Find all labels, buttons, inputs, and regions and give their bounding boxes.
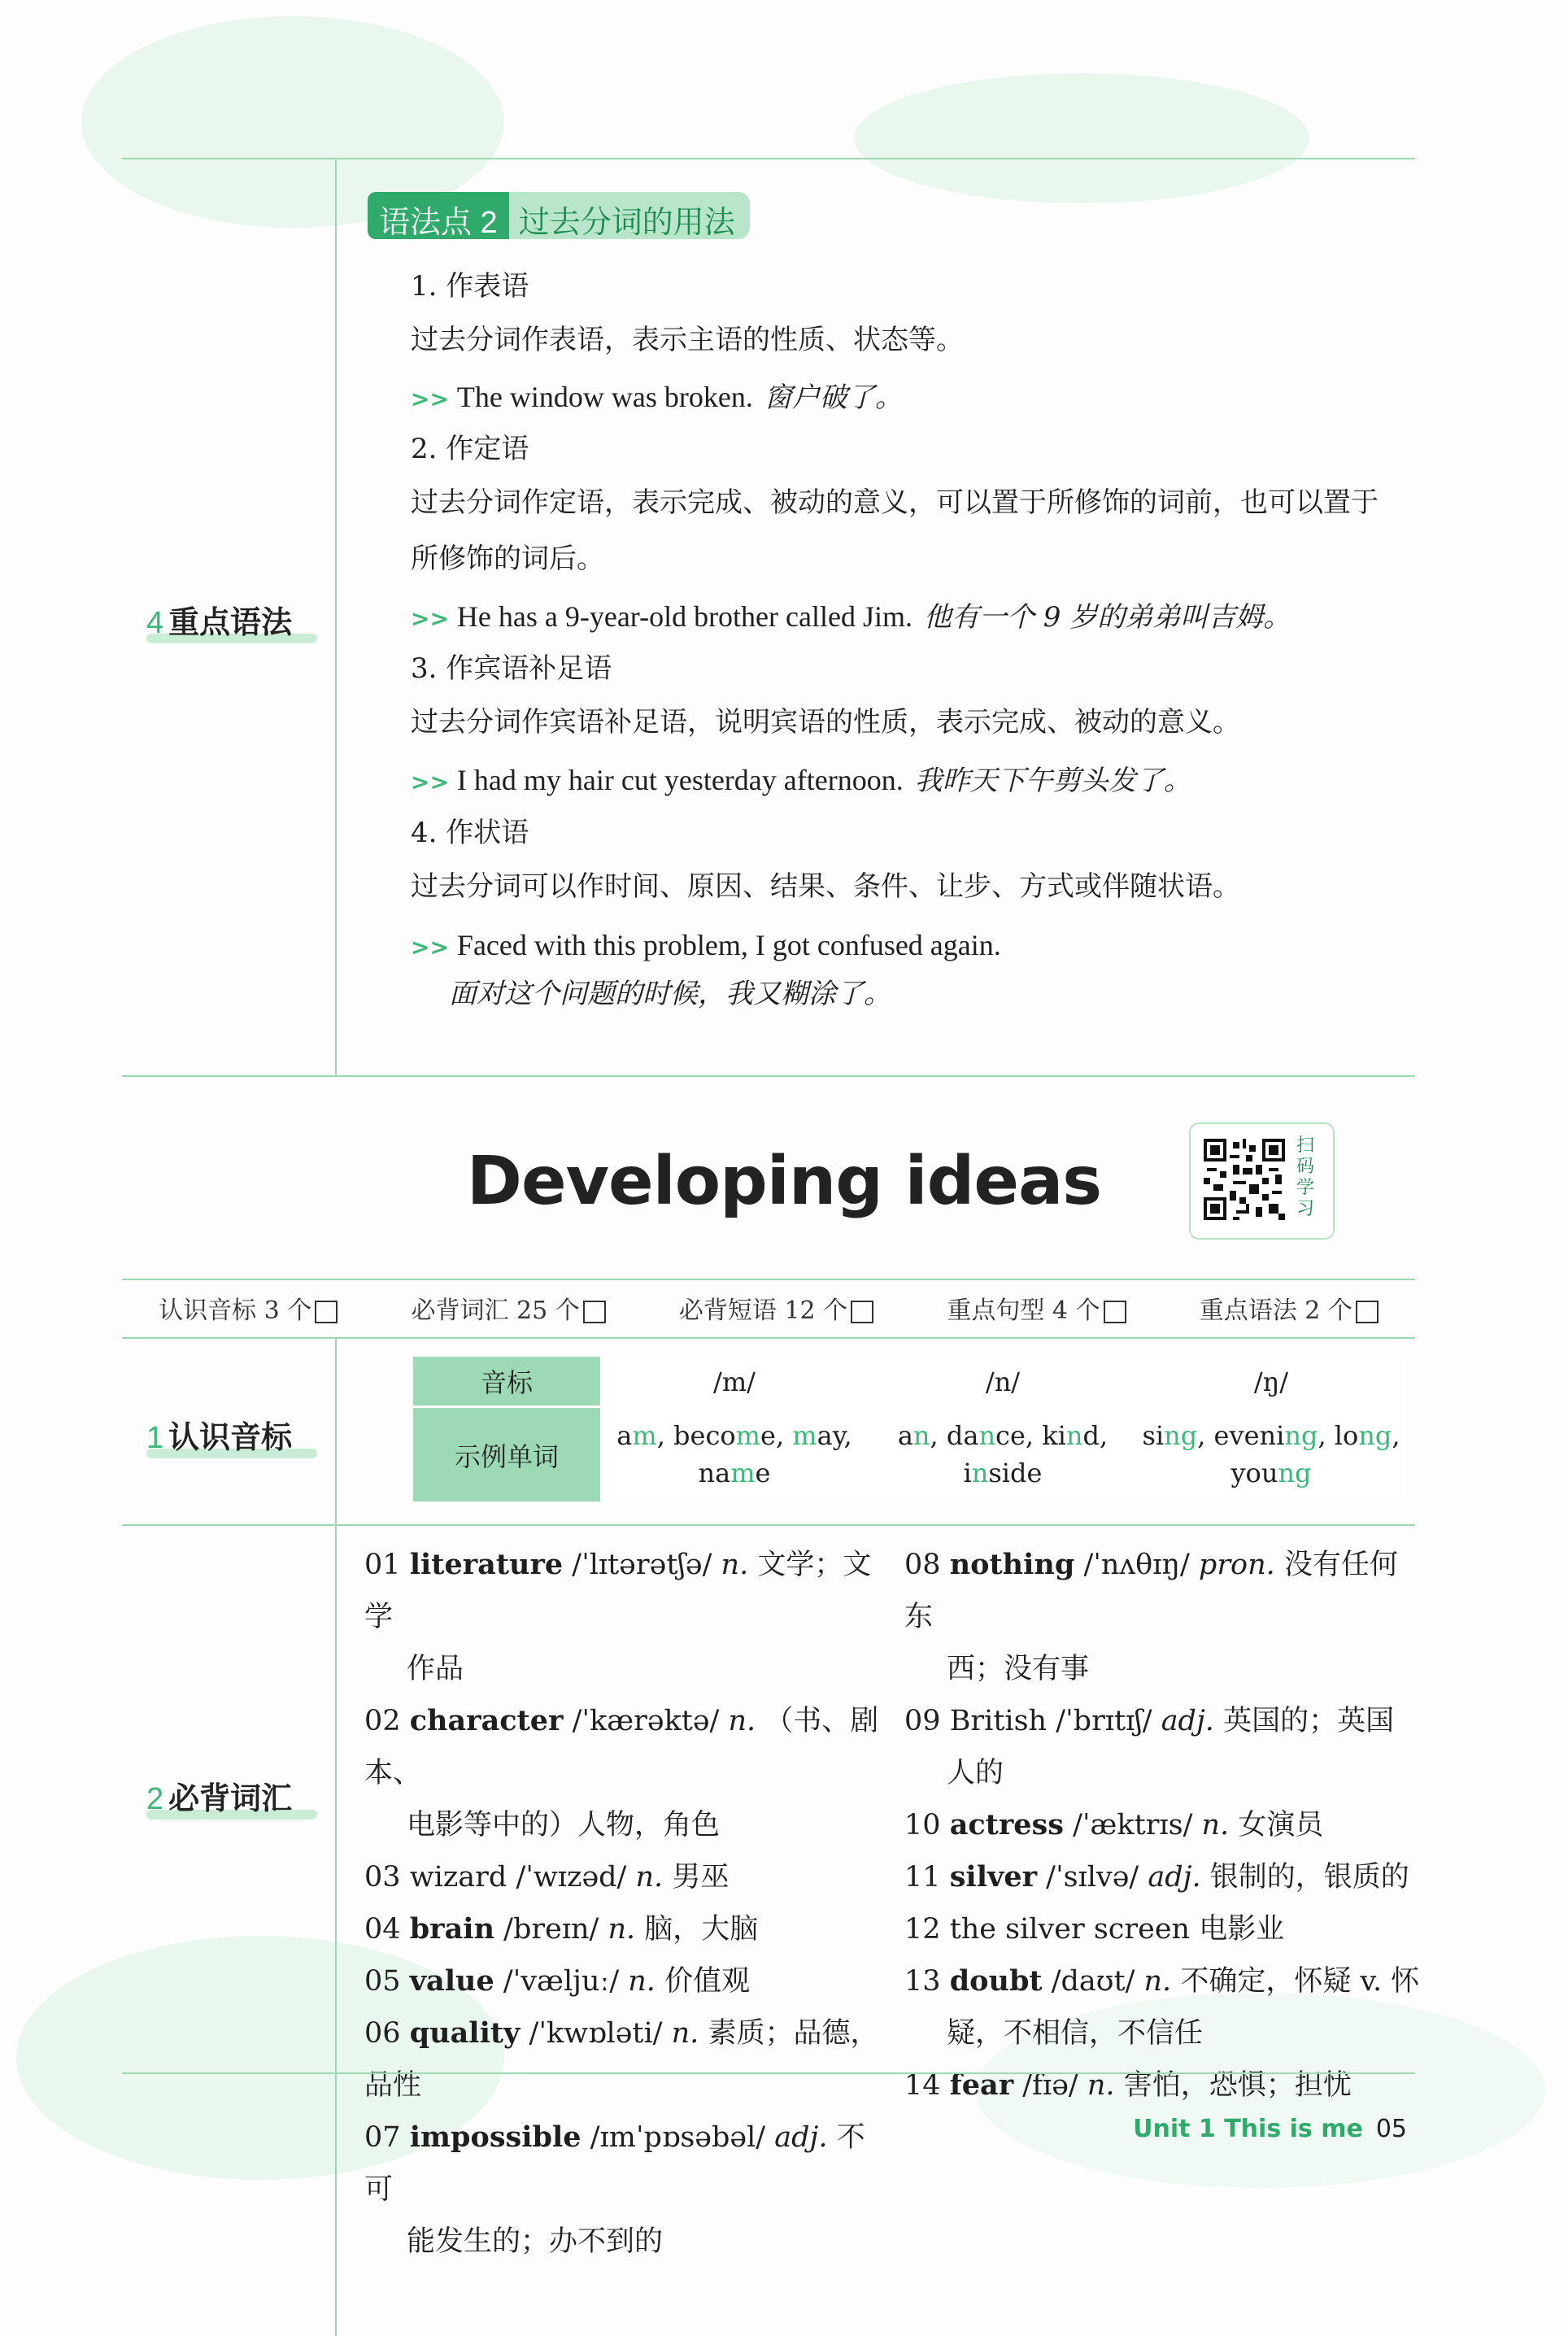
vocab-definition: （书、剧本、 <box>364 1705 879 1789</box>
progress-item <box>679 1290 873 1326</box>
vocab-definition: 英国的；英国 <box>1223 1705 1395 1737</box>
grammar-divider <box>335 158 337 1075</box>
vocab-definition: 害怕，恐惧；担忧 <box>1123 2069 1352 2102</box>
word-fragment: , beco <box>656 1419 736 1451</box>
highlighted-sound: m <box>730 1457 756 1488</box>
word-fragment: si <box>1142 1419 1165 1451</box>
phonetic-symbol: /n/ <box>869 1357 1137 1407</box>
qr-label-char: 码 <box>1296 1157 1315 1177</box>
word-fragment: side <box>988 1457 1043 1488</box>
vocab-definition: 价值观 <box>664 1965 751 1998</box>
word-fragment: d, <box>1082 1419 1108 1451</box>
grammar-point-title: 过去分词的用法 <box>509 192 750 239</box>
vocab-part-of-speech: pron. <box>1198 1549 1275 1581</box>
qr-label-char: 习 <box>1296 1199 1315 1219</box>
example-line1 <box>600 1417 869 1454</box>
vocab-part-of-speech: n. <box>721 1549 749 1581</box>
section-number: 4 <box>146 606 164 640</box>
example-line1 <box>869 1417 1137 1454</box>
vocab-part-of-speech: n. <box>1143 1965 1172 1998</box>
vocab-list-left <box>364 1539 885 2268</box>
phonetic-example <box>600 1407 869 1502</box>
vocab-entry <box>904 2059 1425 2112</box>
grammar-point-number: 语法点 2 <box>368 192 509 239</box>
example-arrow-icon: >> <box>411 605 449 632</box>
vocab-phonetic: /breɪn/ <box>503 1913 599 1946</box>
grammar-text: 所修饰的词后。 <box>411 543 604 575</box>
progress-count: 25 个 <box>516 1297 580 1325</box>
grammar-bottom-rule <box>122 1075 1415 1077</box>
vocab-part-of-speech: n. <box>1201 1809 1230 1841</box>
word-fragment: ce, ki <box>995 1419 1066 1451</box>
highlighted-sound: ng <box>1278 1457 1312 1488</box>
vocab-phonetic: /ˈbrɪtɪʃ/ <box>1056 1705 1152 1737</box>
checkbox[interactable] <box>315 1301 338 1323</box>
word-fragment: i <box>963 1457 972 1488</box>
vocab-number: 04 <box>364 1913 401 1946</box>
word-fragment: a <box>616 1419 633 1451</box>
vocab-phonetic: /fɪə/ <box>1022 2069 1078 2102</box>
word-fragment: a <box>897 1419 913 1451</box>
highlighted-sound: ng <box>1358 1419 1392 1451</box>
progress-item <box>411 1290 605 1326</box>
qr-code-icon[interactable] <box>1204 1139 1285 1220</box>
unit-label: Unit 1 This is me <box>1133 2115 1363 2143</box>
vocab-entry <box>904 1851 1425 1903</box>
grammar-text: 过去分词可以作时间、原因、结果、条件、让步、方式或伴随状语。 <box>411 870 1240 903</box>
example-arrow-icon: >> <box>411 934 449 961</box>
vocab-number: 02 <box>364 1705 401 1737</box>
example-english: I had my hair cut yesterday afternoon. <box>456 764 904 796</box>
grammar-subheading: 4. 作状语 <box>411 817 529 849</box>
vocab-entry <box>904 1695 1425 1747</box>
vocab-part-of-speech: n. <box>671 2017 699 2050</box>
checkbox[interactable] <box>1104 1301 1126 1323</box>
vocab-word: character <box>409 1704 564 1737</box>
vocab-list-right <box>904 1539 1425 2112</box>
qr-code-box[interactable] <box>1189 1122 1335 1240</box>
highlighted-sound: n <box>978 1419 996 1451</box>
example-chinese: 他有一个 9 岁的弟弟叫吉姆。 <box>923 601 1291 634</box>
example-chinese: 窗户破了。 <box>764 381 903 414</box>
vocab-word: actress <box>949 1808 1064 1841</box>
section-title: 认识音标 <box>168 1421 293 1455</box>
section-number: 1 <box>146 1421 164 1455</box>
highlighted-sound: m <box>632 1419 657 1451</box>
vocab-entry <box>364 2112 885 2216</box>
highlighted-sound: n <box>912 1419 930 1451</box>
vocab-entry <box>904 1903 1425 1955</box>
section-number: 2 <box>146 1782 164 1816</box>
vocab-definition-continued: 能发生的；办不到的 <box>407 2225 664 2258</box>
vocab-word: doubt <box>949 1964 1043 1998</box>
highlighted-sound: ng <box>1164 1419 1198 1451</box>
vocab-number: 11 <box>904 1861 941 1894</box>
progress-label: 重点语法 <box>1199 1297 1297 1325</box>
vocab-entry <box>364 1539 885 1643</box>
example-english: He has a 9-year-old brother called Jim. <box>456 600 912 633</box>
phonetic-header-cell: 音标 <box>413 1357 600 1407</box>
phonetic-header-cell: 示例单词 <box>413 1407 600 1502</box>
vocab-definition: 男巫 <box>672 1861 730 1894</box>
grammar-example <box>411 599 1291 637</box>
vocab-word: silver <box>949 1860 1038 1894</box>
page-footer <box>1133 2115 1407 2143</box>
progress-label: 必背词汇 <box>411 1297 509 1325</box>
vocab-number: 06 <box>364 2017 401 2050</box>
vocab-entry <box>904 1539 1425 1643</box>
vocab-number: 09 <box>904 1705 941 1737</box>
phonetics-bottom-rule <box>122 1524 1415 1526</box>
progress-item <box>1200 1290 1379 1326</box>
vocab-part-of-speech: adj. <box>1161 1705 1214 1737</box>
vocab-word: fear <box>949 2068 1014 2102</box>
grammar-top-rule <box>122 158 1415 159</box>
grammar-subheading: 1. 作表语 <box>411 270 529 303</box>
word-fragment: na <box>698 1457 731 1488</box>
vocab-section-label <box>146 1773 317 1818</box>
phonetic-symbol: /m/ <box>600 1357 869 1407</box>
vocab-word: literature <box>409 1548 564 1581</box>
vocab-word: wizard <box>409 1861 507 1894</box>
example-line1 <box>1137 1417 1405 1454</box>
checkbox[interactable] <box>851 1301 873 1323</box>
vocab-definition: 电影业 <box>1199 1913 1285 1946</box>
vocab-number: 08 <box>904 1549 941 1581</box>
vocab-definition: 脑，大脑 <box>644 1913 759 1946</box>
vocab-part-of-speech: n. <box>608 1913 636 1946</box>
vocab-definition: 没有任何东 <box>904 1549 1398 1633</box>
highlighted-sound: m <box>792 1419 817 1451</box>
vocab-phonetic: /ɪmˈpɒsəbəl/ <box>590 2121 766 2154</box>
progress-count: 2 个 <box>1304 1297 1352 1325</box>
vocab-word: impossible <box>409 2120 581 2154</box>
example-english: The window was broken. <box>456 381 753 413</box>
phonetic-table <box>413 1357 1405 1501</box>
vocab-part-of-speech: n. <box>1087 2069 1115 2102</box>
vocab-part-of-speech: adj. <box>774 2121 828 2154</box>
vocab-entry <box>364 1903 885 1955</box>
grammar-subheading: 3. 作宾语补足语 <box>411 652 612 685</box>
example-arrow-icon: >> <box>411 769 449 795</box>
word-fragment: , <box>1392 1419 1400 1451</box>
vocab-definition-continued: 人的 <box>947 1757 1004 1789</box>
vocab-word: quality <box>409 2016 520 2050</box>
vocab-word: value <box>409 1964 494 1998</box>
vocab-phonetic: /ˈwɪzəd/ <box>516 1861 627 1894</box>
vocab-part-of-speech: n. <box>628 1965 656 1998</box>
section-title: 必背词汇 <box>168 1782 293 1816</box>
word-fragment: , lo <box>1318 1419 1359 1451</box>
section-title: 重点语法 <box>168 606 293 640</box>
checkbox[interactable] <box>1356 1301 1379 1323</box>
checkbox[interactable] <box>583 1301 606 1323</box>
vocab-part-of-speech: n. <box>728 1705 756 1737</box>
qr-label <box>1296 1135 1318 1220</box>
vocab-word: British <box>949 1705 1048 1737</box>
grammar-example <box>411 762 1191 800</box>
vocab-number: 01 <box>364 1549 401 1581</box>
example-chinese: 我昨天下午剪头发了。 <box>914 765 1191 797</box>
phonetic-symbol: /ŋ/ <box>1137 1357 1405 1407</box>
vocab-word: nothing <box>949 1548 1075 1581</box>
word-fragment: e <box>755 1457 771 1488</box>
grammar-subheading: 2. 作定语 <box>411 433 529 465</box>
phonetic-example <box>1137 1407 1405 1502</box>
highlighted-sound: n <box>1065 1419 1083 1451</box>
progress-label: 认识音标 <box>159 1297 257 1325</box>
example-english: Faced with this problem, I got confused again. <box>456 929 1001 961</box>
vocab-number: 03 <box>364 1861 401 1894</box>
highlighted-sound: n <box>971 1457 989 1488</box>
vocab-number: 10 <box>904 1809 941 1841</box>
vocab-definition: 素质；品德，品性 <box>364 2017 879 2102</box>
word-fragment: , da <box>930 1419 979 1451</box>
word-fragment: e, <box>760 1419 793 1451</box>
vocab-phonetic: /ˈæktrɪs/ <box>1073 1809 1193 1841</box>
vocab-phonetic: /ˈkwɒləti/ <box>529 2017 663 2050</box>
vocab-definition-continued: 电影等中的）人物，角色 <box>407 1809 721 1841</box>
grammar-point-tag <box>368 192 750 239</box>
vocab-definition-continued: 西；没有事 <box>947 1653 1090 1685</box>
progress-label: 重点句型 <box>947 1297 1045 1325</box>
grammar-example <box>411 927 1001 965</box>
page-title: Developing ideas <box>466 1143 1102 1220</box>
example-line2 <box>1137 1454 1405 1492</box>
qr-label-char: 扫 <box>1296 1135 1315 1156</box>
progress-count: 4 个 <box>1052 1297 1100 1325</box>
vocab-entry <box>364 1851 885 1903</box>
vocab-part-of-speech: n. <box>635 1861 664 1894</box>
example-line2 <box>869 1454 1137 1492</box>
phonetics-divider <box>335 1337 337 2336</box>
word-fragment: , eveni <box>1197 1419 1285 1451</box>
vocab-number: 07 <box>364 2121 401 2154</box>
vocab-word: the silver screen <box>949 1913 1191 1946</box>
vocab-phonetic: /ˈlɪtərətʃə/ <box>572 1549 712 1581</box>
progress-count: 3 个 <box>264 1297 312 1325</box>
grammar-example <box>411 379 903 417</box>
progress-label: 必背短语 <box>678 1297 777 1325</box>
background-cloud <box>854 73 1309 203</box>
example-arrow-icon: >> <box>411 386 449 412</box>
vocab-number: 12 <box>904 1913 941 1946</box>
vocab-phonetic: /ˈsɪlvə/ <box>1046 1861 1139 1894</box>
vocab-bottom-rule <box>122 2072 1415 2074</box>
highlighted-sound: ng <box>1284 1419 1318 1451</box>
example-line2 <box>600 1454 869 1492</box>
progress-count: 12 个 <box>784 1297 848 1325</box>
vocab-entry <box>904 1955 1425 2007</box>
example-chinese: 面对这个问题的时候，我又糊涂了。 <box>449 978 891 1010</box>
grammar-text: 过去分词作表语，表示主语的性质、状态等。 <box>411 324 964 356</box>
vocab-definition: 女演员 <box>1238 1809 1324 1841</box>
vocab-definition: 银制的，银质的 <box>1209 1861 1409 1894</box>
vocab-definition: 不确定，怀疑 v. 怀 <box>1180 1965 1420 1998</box>
grammar-text: 过去分词作定语，表示完成、被动的意义，可以置于所修饰的词前，也可以置于 <box>411 486 1379 519</box>
progress-item <box>947 1290 1126 1326</box>
vocab-phonetic: /ˈvæljuː/ <box>503 1965 620 1998</box>
highlighted-sound: m <box>735 1419 760 1451</box>
vocab-entry <box>364 1695 885 1799</box>
phonetics-section-label <box>146 1412 317 1457</box>
vocab-phonetic: /ˈkærəktə/ <box>572 1705 720 1737</box>
progress-bottom-rule <box>122 1337 1415 1339</box>
qr-label-char: 学 <box>1296 1178 1315 1198</box>
vocab-number: 05 <box>364 1965 401 1998</box>
vocab-part-of-speech: adj. <box>1148 1861 1201 1894</box>
vocab-definition-continued: 作品 <box>407 1653 464 1685</box>
progress-item <box>159 1290 338 1326</box>
vocab-entry <box>364 1955 885 2007</box>
vocab-definition: 不可 <box>364 2121 865 2206</box>
word-fragment: ay, <box>817 1419 852 1451</box>
progress-checklist <box>122 1279 1415 1337</box>
word-fragment: you <box>1230 1457 1278 1488</box>
vocab-number: 14 <box>904 2069 941 2102</box>
vocab-definition-continued: 疑，不相信，不信任 <box>947 2017 1204 2050</box>
vocab-definition: 文学；文学 <box>364 1549 872 1633</box>
grammar-text: 过去分词作宾语补足语，说明宾语的性质，表示完成、被动的意义。 <box>411 706 1240 739</box>
vocab-number: 13 <box>904 1965 941 1998</box>
vocab-entry <box>364 2007 885 2112</box>
vocab-entry <box>904 1799 1425 1851</box>
phonetic-example <box>869 1407 1137 1502</box>
vocab-word: brain <box>409 1912 495 1946</box>
grammar-section-label <box>146 597 317 642</box>
vocab-phonetic: /daʊt/ <box>1051 1965 1135 1998</box>
page-number: 05 <box>1375 2115 1407 2143</box>
vocab-phonetic: /ˈnʌθɪŋ/ <box>1083 1549 1190 1581</box>
